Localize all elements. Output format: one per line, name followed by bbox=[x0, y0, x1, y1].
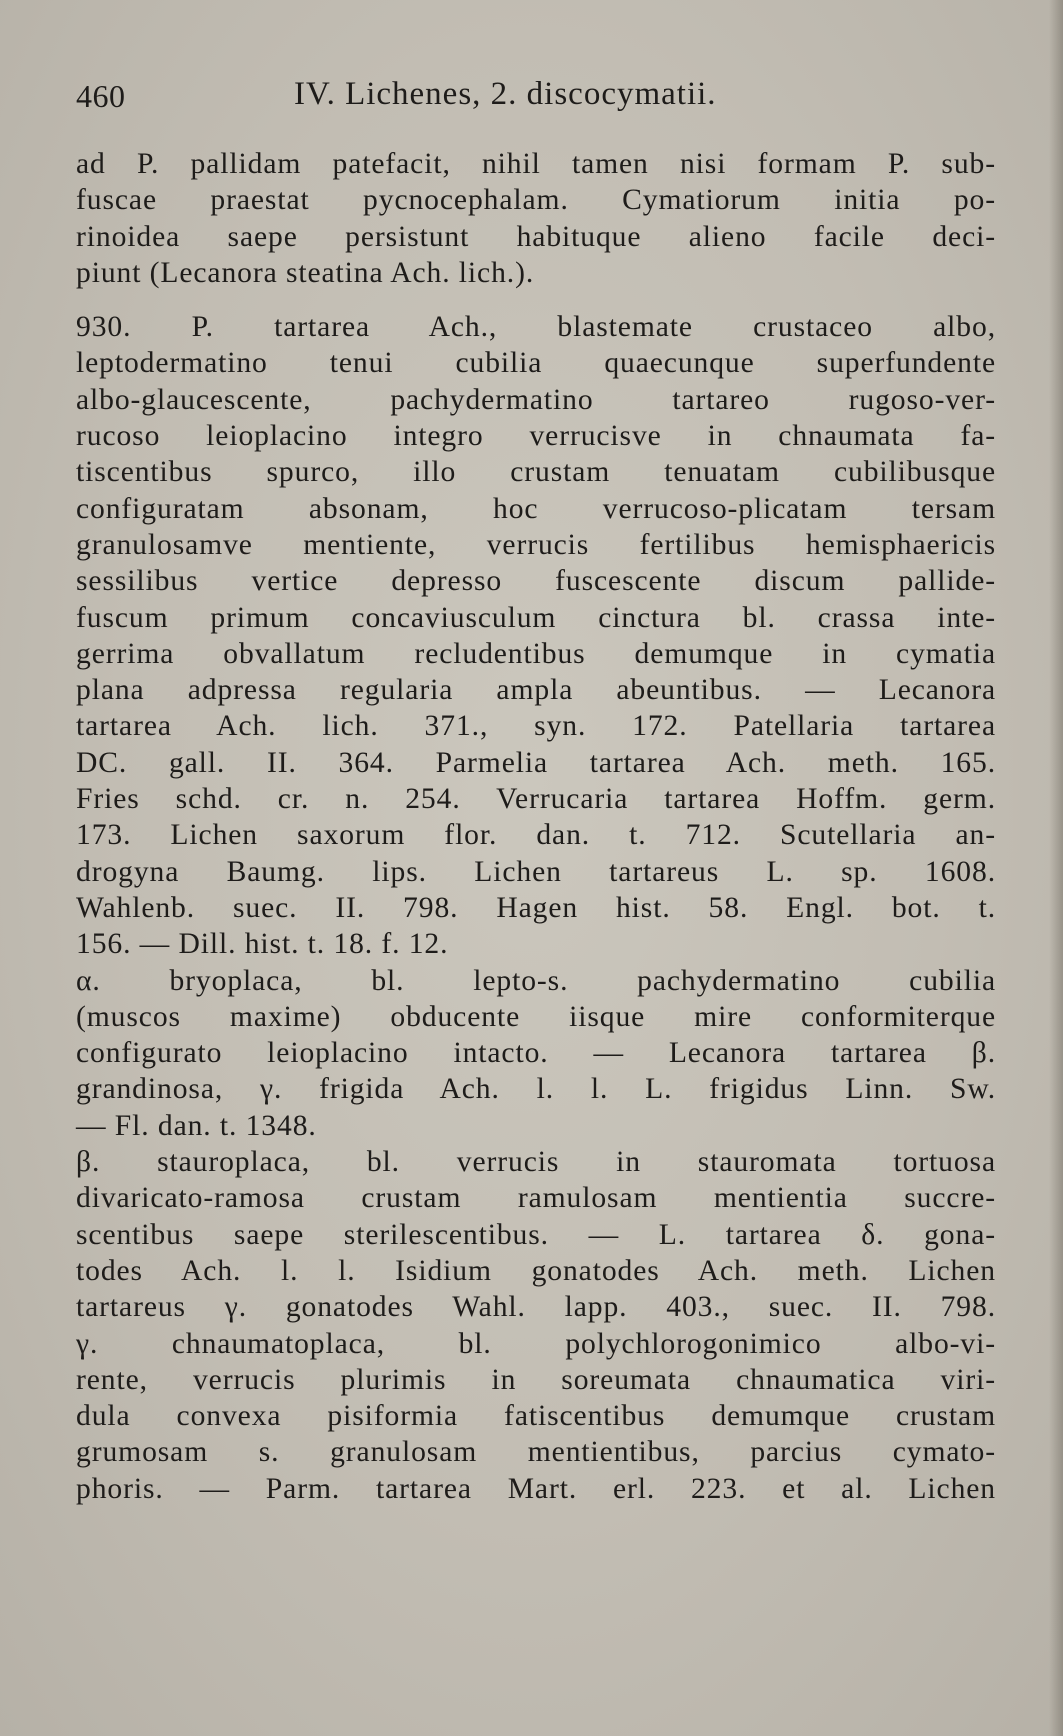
paragraph-gap bbox=[76, 291, 996, 309]
text-line: tiscentibus spurco, illo crustam tenuatam cubilibusque bbox=[76, 456, 996, 489]
text-line: — Fl. dan. t. 1348. bbox=[76, 1109, 317, 1142]
text-line: todes Ach. l. l. Isidium gonatodes Ach. meth. Lichen bbox=[76, 1254, 996, 1287]
text-line: fuscum primum concaviusculum cinctura bl. crassa inte- bbox=[76, 601, 996, 634]
text-line: grandinosa, γ. frigida Ach. l. l. L. frigidus Linn. Sw. bbox=[76, 1073, 996, 1106]
text-line: piunt (Lecanora steatina Ach. lich.). bbox=[76, 256, 535, 289]
body-text bbox=[76, 146, 996, 1507]
page-number: 460 bbox=[76, 78, 126, 114]
text-line: configurato leioplacino intacto. — Lecanora tartarea β. bbox=[76, 1037, 996, 1070]
text-line: configuratam absonam, hoc verrucoso-plicatam tersam bbox=[76, 492, 996, 525]
text-line: plana adpressa regularia ampla abeuntibus. — Lecanora bbox=[76, 674, 996, 707]
variety-beta-line: β. stauroplaca, bl. verrucis in stauromata tortuosa bbox=[76, 1146, 996, 1179]
text-line: leptodermatino tenui cubilia quaecunque superfundente bbox=[76, 347, 996, 380]
text-line: (muscos maxime) obducente iisque mire conformiterque bbox=[76, 1000, 996, 1033]
text-line: dula convexa pisiformia fatiscentibus demumque crustam bbox=[76, 1400, 996, 1433]
text-line: divaricato-ramosa crustam ramulosam mentientia succre- bbox=[76, 1182, 996, 1215]
text-line: granulosamve mentiente, verrucis fertilibus hemisphaericis bbox=[76, 528, 996, 561]
text-line: Wahlenb. suec. II. 798. Hagen hist. 58. Engl. bot. t. bbox=[76, 891, 996, 924]
text-line: sessilibus vertice depresso fuscescente discum pallide- bbox=[76, 565, 996, 598]
text-line: rinoidea saepe persistunt habituque alieno facile deci- bbox=[76, 220, 996, 253]
text-line: tartareus γ. gonatodes Wahl. lapp. 403., suec. II. 798. bbox=[76, 1291, 996, 1324]
text-line: rucoso leioplacino integro verrucisve in chnaumata fa- bbox=[76, 420, 996, 453]
text-line: rente, verrucis plurimis in soreumata chnaumatica viri- bbox=[76, 1363, 996, 1396]
text-line: fuscae praestat pycnocephalam. Cymatiorum initia po- bbox=[76, 184, 996, 217]
text-line: ad P. pallidam patefacit, nihil tamen nisi formam P. sub- bbox=[76, 148, 996, 180]
species-heading-line: 930. P. tartarea Ach., blastemate crustaceo albo, bbox=[76, 311, 996, 344]
text-line: scentibus saepe sterilescentibus. — L. tartarea δ. gona- bbox=[76, 1218, 996, 1251]
text-line: 173. Lichen saxorum flor. dan. t. 712. Scutellaria an- bbox=[76, 819, 996, 852]
page-header bbox=[76, 72, 996, 120]
text-line: DC. gall. II. 364. Parmelia tartarea Ach. meth. 165. bbox=[76, 746, 996, 779]
text-line: drogyna Baumg. lips. Lichen tartareus L. sp. 1608. bbox=[76, 855, 996, 888]
running-head: IV. Lichenes, 2. discocymatii. bbox=[294, 76, 717, 112]
text-line: albo-glaucescente, pachydermatino tartareo rugoso-ver- bbox=[76, 383, 996, 416]
text-line: 156. — Dill. hist. t. 18. f. 12. bbox=[76, 928, 449, 961]
variety-gamma-line: γ. chnaumatoplaca, bl. polychlorogonimico albo-vi- bbox=[76, 1327, 996, 1360]
text-line: Fries schd. cr. n. 254. Verrucaria tartarea Hoffm. germ. bbox=[76, 783, 996, 816]
page-edge-shadow bbox=[1049, 0, 1063, 1736]
variety-alpha-line: α. bryoplaca, bl. lepto-s. pachydermatino cubilia bbox=[76, 964, 996, 997]
text-line: gerrima obvallatum recludentibus demumque in cymatia bbox=[76, 637, 996, 670]
text-line: phoris. — Parm. tartarea Mart. erl. 223. et al. Lichen bbox=[76, 1472, 996, 1505]
text-line: grumosam s. granulosam mentientibus, parcius cymato- bbox=[76, 1436, 996, 1469]
text-line: tartarea Ach. lich. 371., syn. 172. Patellaria tartarea bbox=[76, 710, 996, 743]
